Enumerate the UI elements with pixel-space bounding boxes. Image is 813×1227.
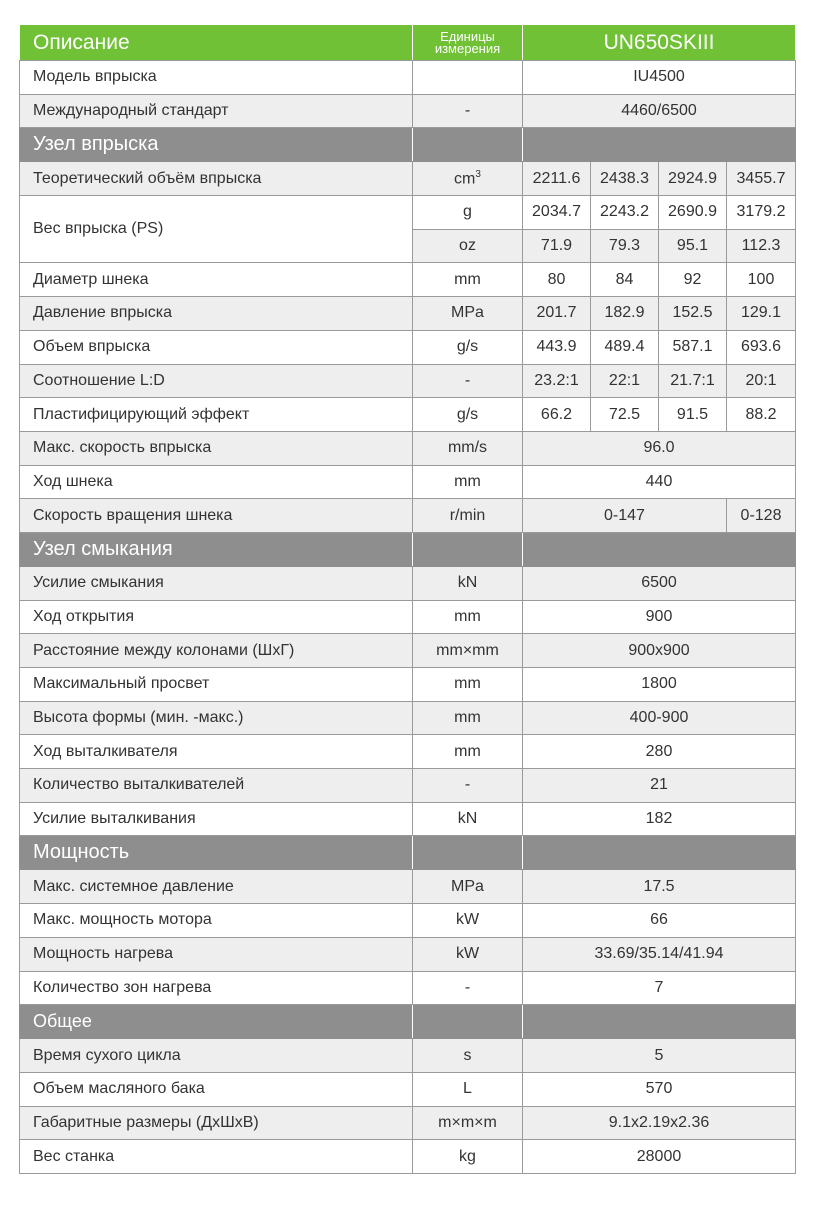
row-value: 92 [659,263,727,297]
section-header [20,836,796,870]
row-value: 17.5 [523,870,796,904]
row-label: Скорость вращения шнека [20,499,413,533]
table-row [20,162,796,196]
row-value: 33.69/35.14/41.94 [523,937,796,971]
row-unit: mm/s [413,431,523,465]
row-label: Макс. скорость впрыска [20,431,413,465]
row-value: 66.2 [523,398,591,432]
row-unit: mm×mm [413,634,523,668]
row-label: Мощность нагрева [20,937,413,971]
section-title: Узел впрыска [20,128,413,162]
row-unit: kW [413,904,523,938]
row-value: 96.0 [523,431,796,465]
spec-table [19,24,796,1174]
row-value: 3179.2 [727,196,796,230]
table-row [20,364,796,398]
row-unit: oz [413,229,523,263]
row-unit: mm [413,465,523,499]
row-value: 79.3 [591,229,659,263]
row-unit: mm [413,701,523,735]
row-value: 112.3 [727,229,796,263]
row-value: 152.5 [659,297,727,331]
row-label: Диаметр шнека [20,263,413,297]
table-row [20,600,796,634]
header-model: UN650SKIII [523,25,796,61]
row-label: Давление впрыска [20,297,413,331]
table-row [20,802,796,836]
row-value: 129.1 [727,297,796,331]
row-unit: kW [413,937,523,971]
row-label: Количество выталкивателей [20,769,413,803]
row-label: Расстояние между колонами (ШхГ) [20,634,413,668]
row-value: 22:1 [591,364,659,398]
row-value: 182 [523,802,796,836]
row-label: Модель впрыска [20,61,413,95]
table-row [20,937,796,971]
row-unit: s [413,1039,523,1073]
row-label: Макс. системное давление [20,870,413,904]
section-title: Общее [20,1005,413,1039]
row-label: Габаритные размеры (ДхШхВ) [20,1106,413,1140]
row-label: Время сухого цикла [20,1039,413,1073]
row-value: 6500 [523,566,796,600]
row-value: 20:1 [727,364,796,398]
row-label: Количество зон нагрева [20,971,413,1005]
row-value: 2438.3 [591,162,659,196]
table-row [20,1072,796,1106]
row-label: Объем масляного бака [20,1072,413,1106]
row-unit: - [413,94,523,128]
row-label: Макс. мощность мотора [20,904,413,938]
table-row [20,904,796,938]
table-row [20,1039,796,1073]
section-header [20,1005,796,1039]
table-row [20,196,796,230]
row-value: 693.6 [727,330,796,364]
row-value: 570 [523,1072,796,1106]
row-label: Максимальный просвет [20,668,413,702]
row-unit: $cm^3$ [413,162,523,196]
table-row [20,1140,796,1174]
section-header [20,128,796,162]
row-value: 71.9 [523,229,591,263]
table-row [20,263,796,297]
row-value: 66 [523,904,796,938]
row-unit: r/min [413,499,523,533]
row-value: 182.9 [591,297,659,331]
section-header [20,532,796,566]
row-value: 2924.9 [659,162,727,196]
row-label: Пластифицирующий эффект [20,398,413,432]
row-unit: g/s [413,398,523,432]
table-row [20,566,796,600]
row-value: 400-900 [523,701,796,735]
row-value: 1800 [523,668,796,702]
row-value: 201.7 [523,297,591,331]
row-unit: m×m×m [413,1106,523,1140]
table-row [20,971,796,1005]
row-value: 3455.7 [727,162,796,196]
row-value: 84 [591,263,659,297]
table-row [20,1106,796,1140]
row-label: Вес впрыска (PS) [20,196,413,263]
row-label: Теоретический объём впрыска [20,162,413,196]
row-value: 91.5 [659,398,727,432]
row-value: 9.1x2.19x2.36 [523,1106,796,1140]
row-label: Соотношение L:D [20,364,413,398]
row-value: 443.9 [523,330,591,364]
row-value: 2211.6 [523,162,591,196]
row-unit: mm [413,600,523,634]
row-value: 4460/6500 [523,94,796,128]
table-row [20,465,796,499]
table-row [20,634,796,668]
row-unit: g/s [413,330,523,364]
table-row [20,499,796,533]
row-label: Ход шнека [20,465,413,499]
row-value: 95.1 [659,229,727,263]
row-value: 489.4 [591,330,659,364]
row-unit: g [413,196,523,230]
table-row [20,701,796,735]
row-value: 900x900 [523,634,796,668]
table-row [20,735,796,769]
row-value: 100 [727,263,796,297]
row-value: 88.2 [727,398,796,432]
row-value: 23.2:1 [523,364,591,398]
row-value: 0-147 [523,499,727,533]
row-label: Международный стандарт [20,94,413,128]
row-unit: MPa [413,870,523,904]
row-value: 440 [523,465,796,499]
row-unit: kg [413,1140,523,1174]
row-value: IU4500 [523,61,796,95]
row-label: Ход выталкивателя [20,735,413,769]
table-row [20,297,796,331]
table-row [20,668,796,702]
row-value: 21.7:1 [659,364,727,398]
row-value: 2034.7 [523,196,591,230]
row-unit: mm [413,668,523,702]
table-row [20,94,796,128]
row-value: 7 [523,971,796,1005]
table-row [20,870,796,904]
row-unit [413,61,523,95]
header-units: Единицы измерения [413,25,523,61]
row-label: Объем впрыска [20,330,413,364]
row-label: Вес станка [20,1140,413,1174]
row-value: 72.5 [591,398,659,432]
row-value: 80 [523,263,591,297]
row-value: 900 [523,600,796,634]
table-row [20,769,796,803]
row-unit: - [413,364,523,398]
row-unit: MPa [413,297,523,331]
row-value: 21 [523,769,796,803]
table-row [20,398,796,432]
row-value: 587.1 [659,330,727,364]
row-label: Усилие выталкивания [20,802,413,836]
row-label: Усилие смыкания [20,566,413,600]
table-row [20,330,796,364]
row-value: 28000 [523,1140,796,1174]
header-description: Описание [20,25,413,61]
row-unit: kN [413,566,523,600]
row-unit: - [413,769,523,803]
row-value: 2243.2 [591,196,659,230]
row-value: 2690.9 [659,196,727,230]
row-label: Ход открытия [20,600,413,634]
row-unit: mm [413,735,523,769]
row-unit: kN [413,802,523,836]
row-value: 0-128 [727,499,796,533]
section-title: Узел смыкания [20,532,413,566]
section-title: Мощность [20,836,413,870]
row-unit: - [413,971,523,1005]
table-row [20,431,796,465]
row-unit: mm [413,263,523,297]
row-label: Высота формы (мин. -макс.) [20,701,413,735]
row-value: 280 [523,735,796,769]
table-header [20,25,796,61]
row-unit: L [413,1072,523,1106]
row-value: 5 [523,1039,796,1073]
table-row [20,61,796,95]
